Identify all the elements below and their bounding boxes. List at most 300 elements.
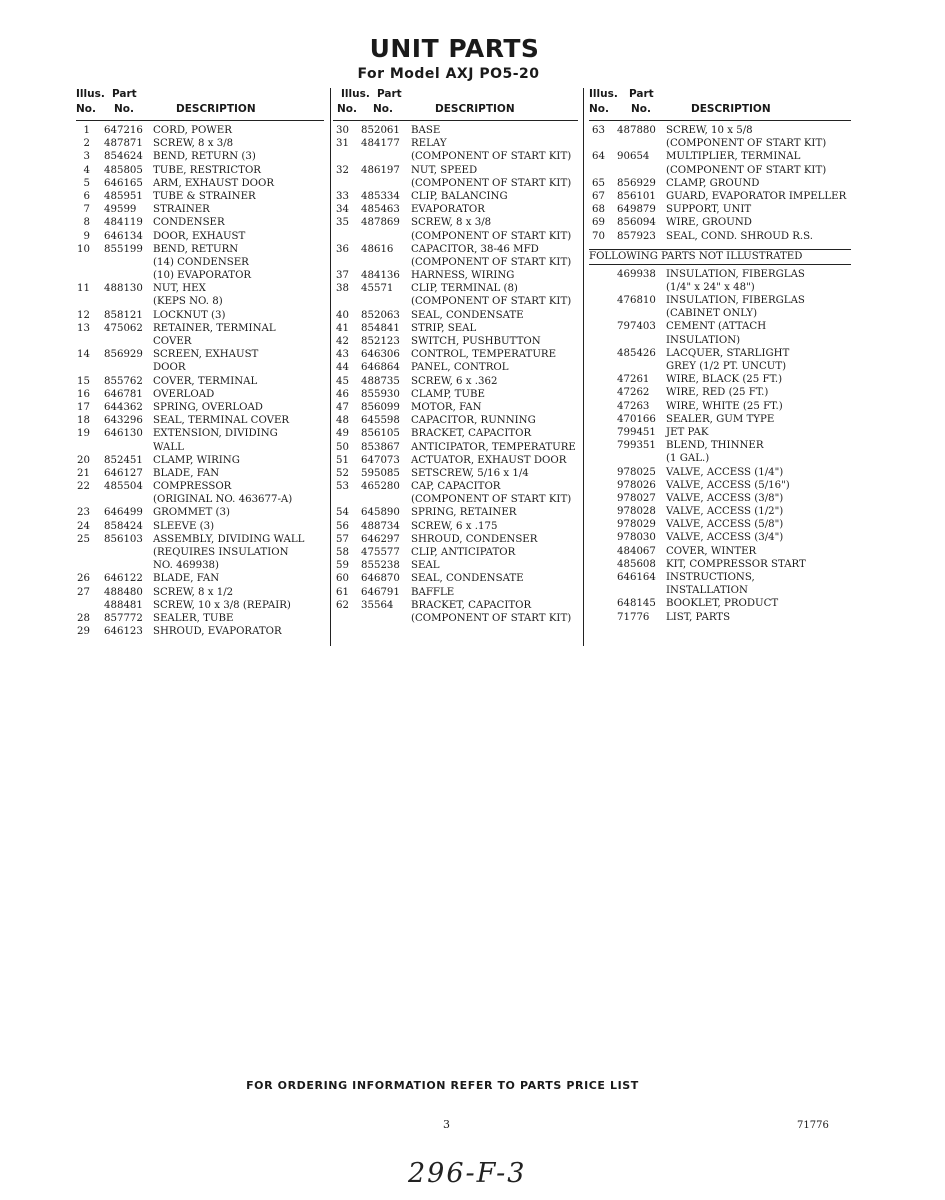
part-description: TUBE & STRAINER	[153, 190, 256, 202]
parts-row	[76, 256, 324, 269]
model-subtitle: For Model AXJ PO5-20	[357, 66, 540, 82]
parts-row	[76, 441, 324, 454]
part-number: 645890	[361, 507, 400, 519]
parts-row	[589, 439, 851, 452]
parts-row	[76, 467, 324, 480]
part-description: SCREW, 10 x 5/8	[666, 125, 753, 136]
part-description: EVAPORATOR	[411, 204, 485, 216]
illus-number: 14	[77, 349, 90, 361]
illus-number: 35	[336, 217, 349, 229]
part-description: RELAY	[411, 138, 447, 150]
part-description: CAPACITOR, RUNNING	[411, 415, 536, 427]
part-number: 47261	[617, 374, 650, 386]
parts-row	[333, 375, 578, 388]
description-header: DESCRIPTION	[691, 103, 771, 115]
illus-number: 50	[336, 441, 349, 453]
illus-number: 38	[336, 283, 349, 295]
part-description: JET PAK	[666, 426, 709, 438]
part-header: Part	[629, 88, 654, 100]
part-number: 797403	[617, 321, 656, 333]
parts-row	[76, 427, 324, 440]
illus-number: 33	[336, 190, 349, 202]
illus-number: 17	[77, 401, 90, 413]
part-number: 485334	[361, 190, 400, 202]
part-number: 856099	[361, 401, 400, 413]
part-description: CEMENT (ATTACH	[666, 321, 767, 333]
part-number: 856105	[361, 428, 400, 440]
parts-row	[589, 268, 851, 281]
illus-number: 18	[77, 415, 90, 427]
handwritten-note: 296-F-3	[408, 1158, 527, 1189]
parts-row	[589, 479, 851, 492]
part-number: 470166	[617, 413, 656, 425]
part-description: SCREW, 6 x .175	[411, 520, 498, 532]
part-number: 646791	[361, 586, 400, 598]
illus-number: 37	[336, 270, 349, 282]
parts-row	[76, 269, 324, 282]
illus-number: 65	[592, 177, 605, 189]
parts-row	[333, 361, 578, 374]
illus-number: 58	[336, 547, 349, 558]
parts-row	[589, 164, 851, 177]
parts-row	[589, 597, 851, 610]
part-description: VALVE, ACCESS (1/2")	[666, 506, 784, 518]
part-number: 646164	[617, 572, 656, 583]
part-header: Part	[377, 88, 402, 100]
illus-number: 57	[336, 533, 349, 545]
part-description: WIRE, GROUND	[666, 217, 752, 229]
part-description: (10) EVAPORATOR	[153, 270, 252, 282]
parts-row	[589, 360, 851, 373]
parts-row	[589, 177, 851, 190]
parts-row	[333, 243, 578, 256]
part-description: ARM, EXHAUST DOOR	[153, 177, 275, 189]
illus-number: 10	[77, 243, 90, 255]
parts-row	[76, 520, 324, 533]
part-number: 475577	[361, 547, 400, 558]
part-number: 646130	[104, 428, 143, 440]
illus-number: 23	[77, 507, 90, 519]
part-number: 646499	[104, 507, 143, 519]
parts-row	[76, 243, 324, 256]
parts-row	[589, 137, 851, 150]
parts-row	[76, 309, 324, 322]
description-header: DESCRIPTION	[435, 103, 515, 115]
part-description: SEALER, TUBE	[153, 612, 234, 624]
part-number: 35564	[361, 599, 394, 611]
part-description: SCREW, 6 x .362	[411, 375, 498, 387]
part-number: 855930	[361, 388, 400, 400]
part-no-header: No.	[631, 103, 651, 115]
part-description: BLADE, FAN	[153, 467, 220, 479]
parts-row	[333, 493, 578, 506]
part-number: 858121	[104, 309, 143, 321]
part-description: CLAMP, TUBE	[411, 388, 485, 400]
part-description: STRIP, SEAL	[411, 322, 477, 334]
parts-row	[333, 335, 578, 348]
part-description: INSTRUCTIONS,	[666, 572, 755, 583]
part-number: 857772	[104, 612, 143, 624]
part-description: CAP, CAPACITOR	[411, 481, 501, 493]
part-description: VALVE, ACCESS (5/8")	[666, 519, 784, 531]
parts-row	[589, 216, 851, 229]
column-header	[333, 88, 578, 121]
parts-row	[333, 137, 578, 150]
part-number: 484119	[104, 217, 143, 229]
part-description: BOOKLET, PRODUCT	[666, 598, 779, 610]
parts-row	[333, 520, 578, 533]
illus-number: 44	[336, 362, 349, 374]
parts-row	[333, 177, 578, 190]
part-description: (REQUIRES INSULATION	[153, 547, 289, 558]
part-description: INSULATION)	[666, 334, 741, 346]
illus-number: 12	[77, 309, 90, 321]
part-number: 853867	[361, 441, 400, 453]
parts-rows	[76, 121, 324, 638]
part-description: CAPACITOR, 38-46 MFD	[411, 243, 539, 255]
column-header	[76, 88, 324, 121]
part-no-header: No.	[114, 103, 134, 115]
parts-row	[76, 216, 324, 229]
part-description: NUT, SPEED	[411, 164, 478, 176]
part-description: SHROUD, CONDENSER	[411, 533, 538, 545]
illus-header: Illus.	[341, 88, 370, 100]
parts-row	[76, 230, 324, 243]
part-description: SUPPORT, UNIT	[666, 204, 752, 216]
part-description: DOOR, EXHAUST	[153, 230, 246, 242]
parts-row	[76, 572, 324, 585]
parts-row	[589, 611, 851, 624]
parts-row	[589, 505, 851, 518]
parts-row	[76, 401, 324, 414]
illus-number: 21	[77, 467, 90, 479]
illus-number: 43	[336, 349, 349, 361]
part-description: CORD, POWER	[153, 125, 232, 136]
parts-row	[589, 545, 851, 558]
illus-header: Illus.	[589, 88, 618, 100]
part-number: 90654	[617, 151, 650, 163]
part-description: GREY (1/2 PT. UNCUT)	[666, 361, 787, 372]
parts-row	[333, 230, 578, 243]
illus-header: Illus.	[76, 88, 105, 100]
illus-number: 56	[336, 520, 349, 532]
part-description: CONTROL, TEMPERATURE	[411, 349, 557, 361]
part-description: BLADE, FAN	[153, 573, 220, 585]
parts-row	[333, 124, 578, 137]
parts-row	[333, 401, 578, 414]
parts-row	[333, 414, 578, 427]
illus-number: 8	[83, 217, 90, 229]
parts-row	[76, 480, 324, 493]
parts-row	[76, 625, 324, 638]
illus-number: 2	[83, 138, 90, 150]
parts-row	[333, 480, 578, 493]
illus-number: 42	[336, 336, 349, 347]
part-number: 647216	[104, 125, 143, 136]
part-description: BRACKET, CAPACITOR	[411, 428, 532, 440]
parts-row	[333, 572, 578, 585]
part-number: 646306	[361, 349, 400, 361]
parts-row	[76, 559, 324, 572]
part-description: NO. 469938)	[153, 560, 220, 572]
illus-number: 70	[592, 230, 605, 242]
parts-row	[589, 400, 851, 413]
part-description: SCREEN, EXHAUST	[153, 349, 259, 361]
part-number: 799451	[617, 426, 656, 438]
part-description: EXTENSION, DIVIDING	[153, 428, 278, 440]
parts-row	[76, 203, 324, 216]
illus-number: 19	[77, 428, 90, 440]
part-description: SPRING, OVERLOAD	[153, 401, 263, 413]
parts-row	[589, 347, 851, 360]
part-description: ACTUATOR, EXHAUST DOOR	[411, 454, 567, 466]
part-number: 852063	[361, 309, 400, 321]
part-number: 485504	[104, 481, 143, 493]
part-number: 852061	[361, 125, 400, 136]
illus-no-header: No.	[337, 103, 357, 115]
parts-row	[589, 531, 851, 544]
part-description: (COMPONENT OF START KIT)	[411, 177, 572, 189]
parts-row	[333, 322, 578, 335]
illus-number: 41	[336, 322, 349, 334]
part-number: 488481	[104, 599, 143, 611]
part-number: 485951	[104, 190, 143, 202]
part-number: 487871	[104, 138, 143, 150]
part-description: WIRE, RED (25 FT.)	[666, 387, 769, 399]
parts-row	[76, 388, 324, 401]
part-number: 465280	[361, 481, 400, 493]
part-number: 852123	[361, 336, 400, 347]
part-description: KIT, COMPRESSOR START	[666, 558, 806, 570]
part-description: SEAL, CONDENSATE	[411, 573, 524, 585]
illus-number: 34	[336, 204, 349, 216]
part-number: 646781	[104, 388, 143, 400]
parts-row	[589, 466, 851, 479]
part-description: VALVE, ACCESS (5/16")	[666, 479, 790, 491]
part-description: CLAMP, GROUND	[666, 177, 760, 189]
parts-row	[589, 518, 851, 531]
parts-row	[589, 571, 851, 584]
part-number: 856929	[617, 177, 656, 189]
parts-row	[589, 426, 851, 439]
part-number: 978025	[617, 466, 656, 478]
illus-number: 28	[77, 612, 90, 624]
parts-row	[589, 334, 851, 347]
part-number: 475062	[104, 322, 143, 334]
part-number: 45571	[361, 283, 394, 295]
parts-row	[333, 190, 578, 203]
part-description: LOCKNUT (3)	[153, 309, 226, 321]
part-number: 646297	[361, 533, 400, 545]
parts-row	[333, 164, 578, 177]
part-number: 469938	[617, 268, 656, 280]
part-description: (COMPONENT OF START KIT)	[411, 494, 572, 506]
part-number: 484177	[361, 138, 400, 150]
parts-row	[333, 467, 578, 480]
part-description: BEND, RETURN (3)	[153, 151, 256, 163]
part-number: 855199	[104, 243, 143, 255]
part-description: ASSEMBLY, DIVIDING WALL	[153, 533, 305, 545]
part-description: COVER, TERMINAL	[153, 375, 258, 387]
part-number: 646127	[104, 467, 143, 479]
illus-number: 25	[77, 533, 90, 545]
illus-number: 51	[336, 454, 349, 466]
part-description: (COMPONENT OF START KIT)	[666, 138, 827, 150]
part-number: 856929	[104, 349, 143, 361]
parts-row	[76, 586, 324, 599]
part-number: 488130	[104, 283, 143, 295]
document-number: 71776	[797, 1120, 829, 1131]
part-description: (ORIGINAL NO. 463677-A)	[153, 494, 293, 506]
parts-row	[76, 599, 324, 612]
illus-number: 49	[336, 428, 349, 440]
illus-no-header: No.	[589, 103, 609, 115]
part-description: VALVE, ACCESS (1/4")	[666, 466, 784, 478]
part-number: 646122	[104, 573, 143, 585]
part-number: 978027	[617, 492, 656, 504]
part-number: 484136	[361, 270, 400, 282]
illus-no-header: No.	[76, 103, 96, 115]
part-description: ANTICIPATOR, TEMPERATURE	[411, 441, 576, 453]
illus-number: 54	[336, 507, 349, 519]
parts-row	[76, 533, 324, 546]
part-description: SEAL, CONDENSATE	[411, 309, 524, 321]
part-number: 643296	[104, 415, 143, 427]
part-description: SHROUD, EVAPORATOR	[153, 626, 282, 638]
part-number: 488480	[104, 586, 143, 598]
illus-number: 5	[83, 177, 90, 189]
parts-column-2	[333, 88, 578, 625]
illus-number: 26	[77, 573, 90, 585]
part-number: 648145	[617, 598, 656, 610]
page-title: UNIT PARTS	[369, 34, 540, 63]
part-description: COVER	[153, 336, 192, 347]
part-number: 485426	[617, 347, 656, 359]
illus-number: 46	[336, 388, 349, 400]
not-illustrated-heading: FOLLOWING PARTS NOT ILLUSTRATED	[589, 249, 851, 265]
part-description: (COMPONENT OF START KIT)	[411, 230, 572, 242]
part-number: 858424	[104, 520, 143, 532]
part-description: (14) CONDENSER	[153, 256, 249, 268]
parts-row	[589, 373, 851, 386]
parts-column-3	[589, 88, 851, 624]
parts-row	[333, 203, 578, 216]
part-number: 47262	[617, 387, 650, 399]
part-description: CONDENSER	[153, 217, 225, 229]
illus-number: 1	[83, 125, 90, 136]
part-number: 857923	[617, 230, 656, 242]
part-description: HARNESS, WIRING	[411, 270, 515, 282]
part-number: 476810	[617, 295, 656, 307]
illus-number: 24	[77, 520, 90, 532]
part-number: 854841	[361, 322, 400, 334]
illus-number: 40	[336, 309, 349, 321]
part-number: 49599	[104, 204, 137, 216]
part-description: INSTALLATION	[666, 585, 748, 597]
part-description: CLIP, BALANCING	[411, 190, 508, 202]
part-number: 484067	[617, 545, 656, 557]
part-description: SETSCREW, 5/16 x 1/4	[411, 467, 529, 479]
part-description: INSULATION, FIBERGLAS	[666, 295, 805, 307]
part-description: SCREW, 8 x 3/8	[153, 138, 234, 150]
ordering-footer: FOR ORDERING INFORMATION REFER TO PARTS PRICE LIST	[246, 1079, 639, 1092]
parts-row	[76, 546, 324, 559]
part-header: Part	[112, 88, 137, 100]
part-number: 487869	[361, 217, 400, 229]
part-number: 595085	[361, 467, 400, 479]
parts-row	[76, 322, 324, 335]
parts-row	[589, 190, 851, 203]
parts-row	[333, 546, 578, 559]
part-number: 645598	[361, 415, 400, 427]
illus-number: 60	[336, 573, 349, 585]
illus-number: 48	[336, 415, 349, 427]
part-number: 485463	[361, 204, 400, 216]
illus-number: 29	[77, 626, 90, 638]
part-number: 644362	[104, 401, 143, 413]
part-number: 978030	[617, 532, 656, 544]
part-description: INSULATION, FIBERGLAS	[666, 268, 805, 280]
illus-number: 13	[77, 322, 90, 334]
part-description: VALVE, ACCESS (3/4")	[666, 532, 784, 544]
part-number: 485608	[617, 558, 656, 570]
illus-number: 45	[336, 375, 349, 387]
part-description: PANEL, CONTROL	[411, 362, 509, 374]
illus-number: 67	[592, 190, 605, 202]
parts-row	[333, 309, 578, 322]
part-description: WALL	[153, 441, 184, 453]
part-number: 646134	[104, 230, 143, 242]
part-number: 854624	[104, 151, 143, 163]
part-description: MULTIPLIER, TERMINAL	[666, 151, 801, 163]
illus-number: 9	[83, 230, 90, 242]
parts-row	[589, 558, 851, 571]
illus-number: 7	[83, 204, 90, 216]
parts-row	[76, 190, 324, 203]
column-divider	[583, 88, 584, 646]
illus-number: 31	[336, 138, 349, 150]
part-description: TUBE, RESTRICTOR	[153, 164, 261, 176]
parts-row	[333, 348, 578, 361]
illus-number: 20	[77, 454, 90, 466]
part-number: 71776	[617, 611, 650, 623]
column-header	[589, 88, 851, 121]
part-number: 978029	[617, 519, 656, 531]
part-description: SEAL	[411, 560, 440, 572]
illus-number: 22	[77, 481, 90, 493]
part-description: BRACKET, CAPACITOR	[411, 599, 532, 611]
part-description: SEALER, GUM TYPE	[666, 413, 775, 425]
part-description: (COMPONENT OF START KIT)	[666, 164, 827, 176]
part-description: SEAL, COND. SHROUD R.S.	[666, 230, 813, 242]
part-number: 856101	[617, 190, 656, 202]
illus-number: 6	[83, 190, 90, 202]
part-number: 978026	[617, 479, 656, 491]
illus-number: 4	[83, 164, 90, 176]
illus-number: 59	[336, 560, 349, 572]
part-description: NUT, HEX	[153, 283, 206, 295]
parts-row	[589, 413, 851, 426]
part-description: (COMPONENT OF START KIT)	[411, 151, 572, 163]
part-description: (1/4" x 24" x 48")	[666, 281, 755, 293]
part-description: BLEND, THINNER	[666, 440, 764, 452]
parts-row	[333, 256, 578, 269]
part-number: 646870	[361, 573, 400, 585]
parts-row	[76, 414, 324, 427]
parts-row	[589, 281, 851, 294]
part-description: SPRING, RETAINER	[411, 507, 517, 519]
parts-row	[333, 559, 578, 572]
